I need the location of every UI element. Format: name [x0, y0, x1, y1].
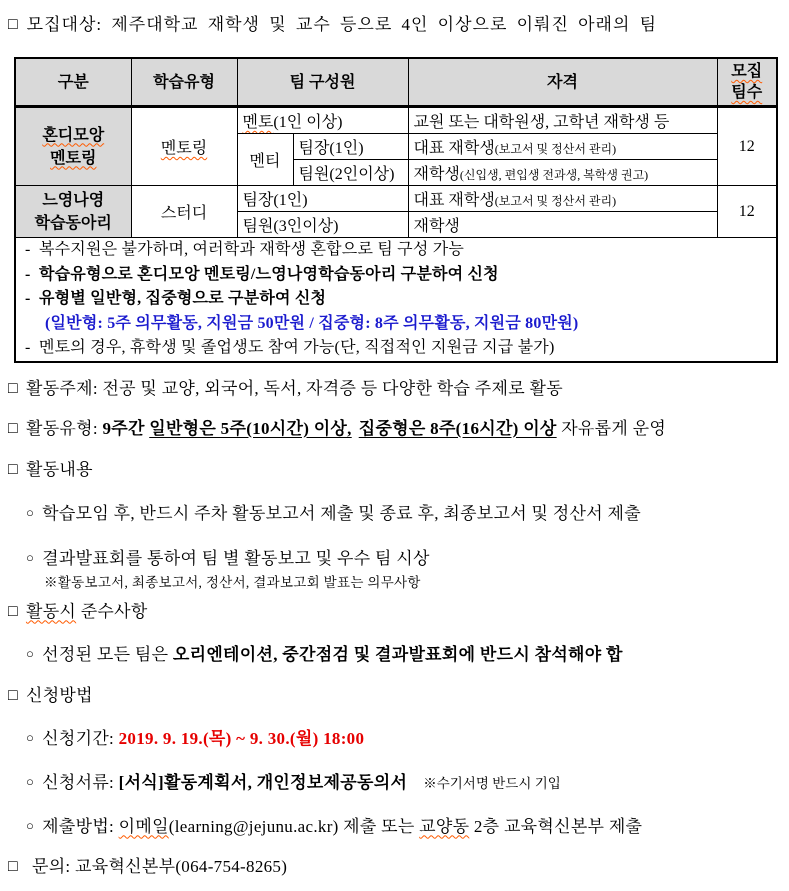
activity-topic-line	[8, 376, 779, 403]
header-team-count	[717, 58, 777, 107]
activity-topic-label: 활동주제:	[25, 378, 103, 398]
note-line	[21, 238, 771, 263]
activity-topic-body: 전공 및 교양, 외국어, 독서, 자격증 등 다양한 학습 주제로 활동	[102, 378, 563, 398]
activity-content-line	[8, 457, 779, 484]
note-dash: -	[25, 265, 31, 283]
mentor-label: 멘토	[242, 114, 274, 131]
category-studyclub-line1: 느영나영	[42, 191, 105, 209]
activity-type-label: 활동유형:	[25, 418, 103, 438]
category-mentoring-line2: 멘토링	[50, 149, 97, 167]
recruitment-table	[14, 57, 778, 363]
study-leader-cell: 팀장(1인)	[237, 186, 408, 212]
apply-docs-note: ※수기서명 반드시 기입	[423, 775, 561, 791]
activity-type-tail: 자유롭게 운영	[556, 418, 667, 438]
table-row	[15, 107, 777, 134]
header-team-count-line1: 모집	[731, 63, 763, 80]
type-study-cell: 스터디	[131, 186, 237, 238]
note-line	[21, 336, 771, 361]
header-category: 구분	[15, 58, 131, 107]
submit-method-line	[8, 814, 779, 841]
circle-bullet-icon: ○	[26, 773, 35, 789]
submit-building-wavy: 교양동	[419, 816, 470, 836]
compliance-line	[8, 599, 779, 626]
apply-docs-line	[8, 770, 779, 797]
compliance-item-pre: 선정된 모든 팀은	[42, 644, 173, 664]
mentor-count: (1인 이상)	[273, 114, 343, 131]
type-mentoring-label: 멘토링	[160, 140, 208, 157]
apply-docs-label: 신청서류:	[42, 772, 119, 792]
square-bullet-icon: □	[8, 419, 18, 437]
contact-line	[8, 854, 779, 881]
submit-email-wavy: 이메일	[118, 816, 169, 836]
note-text: 학습유형으로 혼디모앙 멘토링/느영나영학습동아리 구분하여 신청	[39, 265, 499, 283]
apply-method-line	[8, 683, 779, 710]
mentee-member-qualification-cell	[408, 160, 717, 186]
square-bullet-icon: □	[8, 602, 18, 620]
apply-docs-bold: [서식]활동계획서, 개인정보제공동의서	[118, 772, 408, 792]
note-dash: -	[25, 290, 31, 307]
note-line	[21, 263, 771, 288]
header-team-members: 팀 구성원	[237, 58, 408, 107]
contact-value: 교육혁신본부(064-754-8265)	[75, 856, 288, 876]
study-leader-qual-paren: (보고서 및 정산서 관리)	[494, 194, 617, 208]
square-bullet-icon: □	[8, 686, 18, 704]
type-mentoring-cell	[131, 107, 237, 186]
mentee-label-cell: 멘티	[237, 134, 293, 186]
content-mandatory-note	[8, 573, 779, 593]
recruit-target-body: 제주대학교 재학생 및 교수 등으로 4인 이상으로 이뤄진 아래의 팀	[111, 15, 658, 34]
header-team-count-line2: 팀수	[731, 84, 763, 101]
circle-bullet-icon: ○	[26, 645, 35, 661]
member-qual-main: 재학생	[413, 166, 460, 183]
content-item-report	[8, 501, 779, 528]
apply-period-line	[8, 726, 779, 753]
table-notes-row	[15, 238, 777, 362]
submit-method-tail: 2층 교육혁신본부 제출	[469, 816, 643, 836]
note-line-blue	[21, 312, 771, 337]
activity-content-label: 활동내용	[25, 459, 93, 479]
mentee-member-cell: 팀원(2인이상)	[293, 160, 408, 186]
member-qual-paren: (신입생, 편입생 전과생, 복학생 권고)	[459, 168, 649, 182]
note-dash: -	[25, 339, 31, 356]
activity-type-general: 일반형은 5주(10시간) 이상,	[149, 418, 352, 438]
apply-method-label: 신청방법	[25, 685, 93, 705]
circle-bullet-icon: ○	[26, 729, 35, 745]
apply-period-label: 신청기간:	[42, 728, 119, 748]
compliance-label-rest: 준수사항	[76, 601, 148, 621]
recruit-target-line	[8, 12, 779, 39]
mentoring-team-count-cell: 12	[717, 107, 777, 186]
category-mentoring-cell	[15, 107, 131, 186]
mentor-qualification-cell: 교원 또는 대학원생, 고학년 재학생 등	[408, 107, 717, 134]
mentee-leader-cell: 팀장(1인)	[293, 134, 408, 160]
header-learning-type: 학습유형	[131, 58, 237, 107]
compliance-label-wavy: 활동시	[25, 601, 77, 621]
mentor-member-cell	[237, 107, 408, 134]
square-bullet-icon: □	[8, 16, 19, 33]
circle-bullet-icon: ○	[26, 549, 35, 565]
leader-qual-main: 대표 재학생	[413, 140, 495, 157]
submit-method-label: 제출방법:	[42, 816, 119, 836]
category-studyclub-line2: 학습동아리	[34, 214, 112, 232]
table-header-row	[15, 58, 777, 107]
circle-bullet-icon: ○	[26, 504, 35, 520]
study-member-cell: 팀원(3인이상)	[237, 212, 408, 238]
category-studyclub-cell	[15, 186, 131, 238]
note-text: 유형별 일반형, 집중형으로 구분하여 신청	[39, 290, 327, 307]
note-dash: -	[25, 241, 31, 258]
study-team-count-cell: 12	[717, 186, 777, 238]
activity-type-line	[8, 416, 779, 443]
activity-type-intensive: 집중형은 8주(16시간) 이상	[358, 418, 557, 438]
activity-type-duration: 9주간	[102, 418, 150, 438]
content-item-presentation-text: 결과발표회를 통하여 팀 별 활동보고 및 우수 팀 시상	[42, 548, 430, 568]
circle-bullet-icon: ○	[26, 817, 35, 833]
leader-qual-paren: (보고서 및 정산서 관리)	[494, 142, 617, 156]
note-text: 멘토의 경우, 휴학생 및 졸업생도 참여 가능(단, 직접적인 지원금 지급 불가)	[39, 339, 555, 356]
content-item-presentation	[8, 546, 779, 573]
apply-period-value: 2019. 9. 19.(목) ~ 9. 30.(월) 18:00	[118, 728, 365, 748]
submit-method-mid: (learning@jejunu.ac.kr) 제출 또는	[168, 816, 420, 836]
recruit-target-label: 모집대상:	[26, 15, 112, 34]
category-mentoring-line1: 혼디모앙	[42, 126, 105, 144]
compliance-item-line	[8, 642, 779, 669]
table-row	[15, 186, 777, 212]
square-bullet-icon: □	[8, 379, 18, 397]
square-bullet-icon: □	[8, 857, 18, 875]
table-notes-cell	[15, 238, 777, 362]
contact-label: 문의:	[31, 856, 75, 876]
compliance-item-bold: 오리엔테이션, 중간점검 및 결과발표회에 반드시 참석해야 합	[172, 644, 623, 664]
header-qualification: 자격	[408, 58, 717, 107]
note-text: (일반형: 5주 의무활동, 지원금 50만원 / 집중형: 8주 의무활동, 지원금 80만원)	[45, 314, 579, 332]
square-bullet-icon: □	[8, 460, 18, 478]
study-leader-qualification-cell	[408, 186, 717, 212]
mentee-leader-qualification-cell	[408, 134, 717, 160]
note-line	[21, 287, 771, 312]
note-text: 복수지원은 불가하며, 여러학과 재학생 혼합으로 팀 구성 가능	[39, 241, 465, 258]
content-mandatory-note-text: ※활동보고서, 최종보고서, 정산서, 결과보고회 발표는 의무사항	[44, 574, 421, 590]
content-item-report-text: 학습모임 후, 반드시 주차 활동보고서 제출 및 종료 후, 최종보고서 및 정산서 제출	[42, 503, 641, 523]
study-leader-qual-main: 대표 재학생	[413, 192, 495, 209]
study-member-qualification-cell: 재학생	[408, 212, 717, 238]
